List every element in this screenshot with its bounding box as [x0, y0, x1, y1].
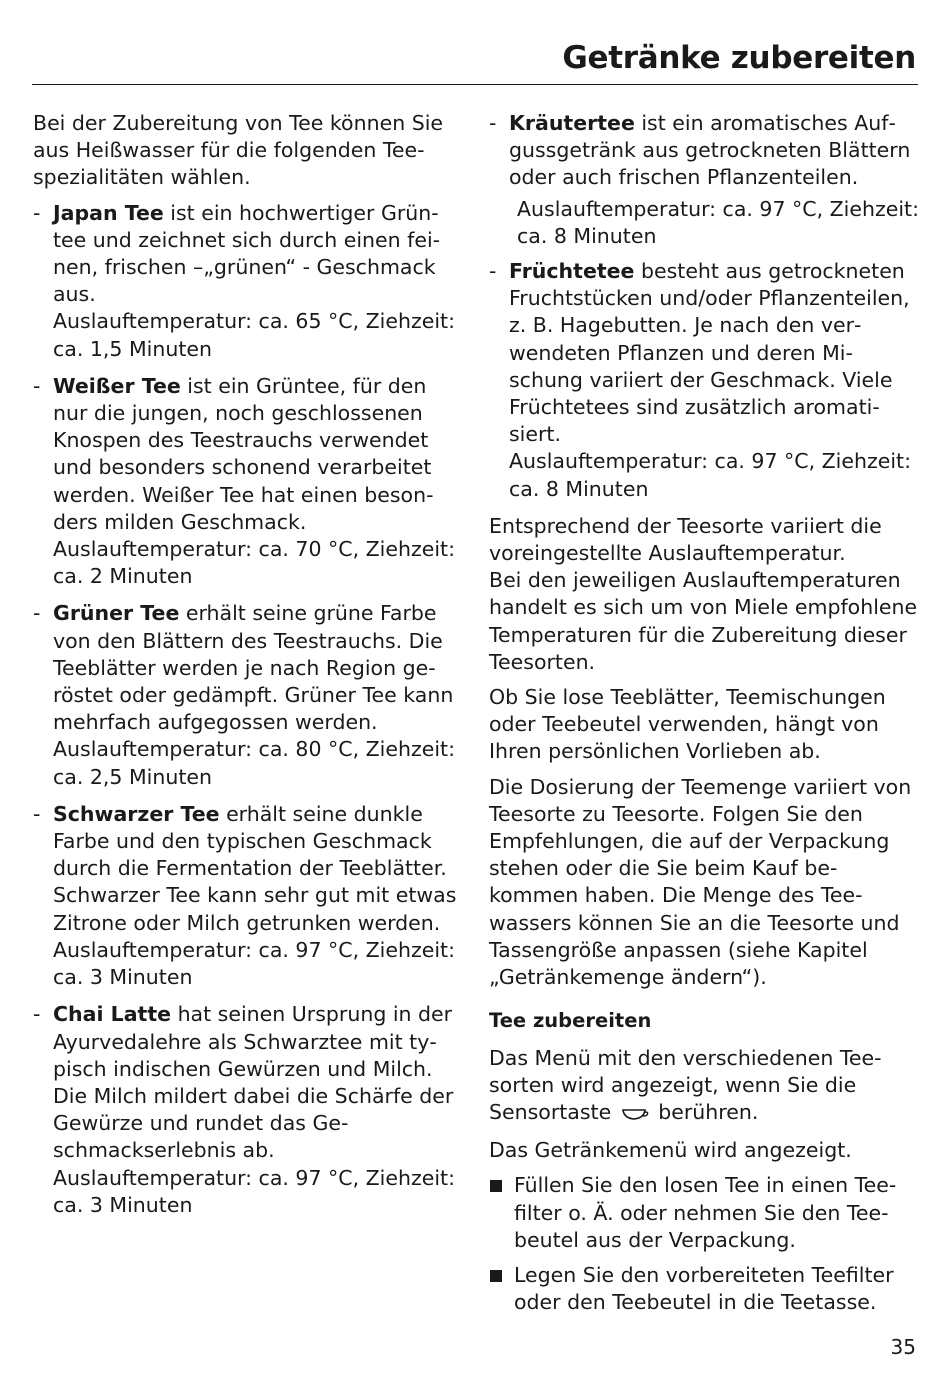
tea-description: hat seinen Ursprung in der Ayurvedalehre als Schwarztee mit typisch indischen Gewürzen und Milch. Die Milch mildert dabei die Schärfe der Gewürze und rundet das Geschmackserlebnis ab.	[53, 1002, 454, 1163]
tea-item-japan	[33, 200, 463, 363]
temperature-paragraph	[489, 513, 919, 676]
step-text: Legen Sie den vorbereiteten Teefilter oder den Teebeutel in die Teetasse.	[514, 1262, 894, 1315]
tea-brew-info: Auslauftemperatur: ca. 80 °C, Ziehzeit: ca. 2,5 Minuten	[53, 737, 455, 789]
menu-paragraph	[489, 1045, 919, 1130]
page-title: Getränke zubereiten	[562, 40, 916, 76]
list-dash: -	[489, 111, 497, 135]
tea-name: Früchtetee	[509, 259, 635, 284]
menu-shown-text: Das Getränkemenü wird angezeigt.	[489, 1138, 852, 1163]
header-divider	[32, 84, 918, 85]
tea-brew-info: Auslauftemperatur: ca. 97 °C, Ziehzeit: ca. 3 Minuten	[53, 937, 455, 990]
section-heading: Tee zubereiten	[489, 1009, 652, 1033]
step-item	[489, 1172, 919, 1254]
tea-description: erhält seine dunkle Farbe und den typischen Geschmack durch die Fermentation der Teeblätter. Schwarzer Tee kann sehr gut mit etwas Zitrone oder Milch getrunken werden.	[53, 801, 457, 935]
tea-name: Kräutertee	[509, 111, 635, 135]
tea-brew-info: Auslauftemperatur: ca. 65 °C, Ziehzeit: ca. 1,5 Minuten	[53, 309, 455, 361]
right-column	[489, 110, 919, 1324]
preference-paragraph: Ob Sie lose Teeblätter, Teemischungen oder Teebeutel verwenden, hängt von Ihren persönlichen Vorlieben ab.	[489, 685, 886, 764]
list-dash: -	[33, 601, 41, 626]
step-text: Füllen Sie den losen Tee in einen Teefilter o. Ä. oder nehmen Sie den Teebeutel aus der Verpackung.	[514, 1173, 897, 1252]
list-dash: -	[33, 200, 41, 225]
tea-brew-info: Auslauftemperatur: ca. 97 °C, Ziehzeit: ca. 8 Minuten	[517, 196, 919, 248]
tea-description: ist ein Grüntee, für den nur die jungen, noch geschlossenen Knospen des Teestrauchs verwendet und besonders schonend verarbeitet werden. Weißer Tee hat einen besonders milden Geschmack.	[53, 373, 434, 534]
list-dash: -	[489, 259, 497, 284]
temperature-note: Entsprechend der Teesorte variiert die voreingestellte Auslauftemperatur.	[489, 513, 882, 566]
tea-item-chai	[33, 1001, 463, 1219]
list-dash: -	[33, 801, 41, 826]
tea-item-weiss	[33, 373, 463, 591]
tea-description: ist ein hochwertiger Grüntee und zeichnet sich durch einen feinen, frischen –„grünen“ - Geschmack aus.	[53, 200, 441, 307]
menu-text-end: berühren.	[651, 1099, 759, 1124]
tea-name: Weißer Tee	[53, 373, 181, 398]
menu-text: Das Menü mit den verschiedenen Teesorten wird angezeigt, wenn Sie die Sensortaste	[489, 1045, 882, 1124]
tea-description: besteht aus getrockneten Fruchtstücken und/oder Pflanzenteilen, z. B. Hagebutten. Je nach den verwendeten Pflanzen und deren Mischung variiert der Geschmack. Viele Früchtetees sind zusätzlich aromatisiert.	[509, 259, 910, 447]
tea-brew-info: Auslauftemperatur: ca. 97 °C, Ziehzeit: ca. 8 Minuten	[509, 449, 911, 501]
tea-name: Schwarzer Tee	[53, 801, 220, 826]
step-item	[489, 1262, 919, 1316]
square-bullet-icon	[490, 1180, 502, 1192]
tea-description: ist ein aromatisches Aufgussgetränk aus getrockneten Blättern oder auch frischen Pflanzenteilen.	[509, 111, 911, 190]
list-dash: -	[33, 373, 41, 398]
tea-item-gruen	[33, 600, 463, 790]
intro-paragraph: Bei der Zubereitung von Tee können Sie aus Heißwasser für die folgenden Teespezialitäten wählen.	[33, 111, 444, 190]
tea-item-fruechte	[489, 258, 919, 503]
tea-brew-info: Auslauftemperatur: ca. 70 °C, Ziehzeit: ca. 2 Minuten	[53, 537, 455, 589]
tea-name: Japan Tee	[53, 200, 164, 225]
tea-brew-info: Auslauftemperatur: ca. 97 °C, Ziehzeit: ca. 3 Minuten	[53, 1165, 455, 1217]
left-column	[33, 110, 463, 1229]
tea-item-schwarz	[33, 801, 463, 991]
page-number: 35	[890, 1335, 916, 1359]
teacup-icon	[620, 1102, 650, 1129]
list-dash: -	[33, 1002, 41, 1027]
tea-name: Grüner Tee	[53, 601, 180, 626]
tea-description: erhält seine grüne Farbe von den Blättern des Teestrauchs. Die Teeblätter werden je nach Region geröstet oder gedämpft. Grüner Tee kann mehrfach aufgegossen werden.	[53, 601, 454, 735]
tea-name: Chai Latte	[53, 1002, 172, 1027]
tea-item-kraeuter	[489, 110, 919, 192]
square-bullet-icon	[490, 1270, 502, 1282]
temperature-recommendation: Bei den jeweiligen Auslauftemperaturen handelt es sich um von Miele empfohlene Temperaturen für die Zubereitung dieser Teesorten.	[489, 568, 918, 674]
dosage-paragraph: Die Dosierung der Teemenge variiert von Teesorte zu Teesorte. Folgen Sie den Empfehlungen, die auf der Verpackung stehen oder die Sie beim Kauf bekommen haben. Die Menge des Teewassers können Sie an die Teesorte und Tassengröße anpassen (siehe Kapitel „Getränkemenge ändern“).	[489, 774, 912, 990]
